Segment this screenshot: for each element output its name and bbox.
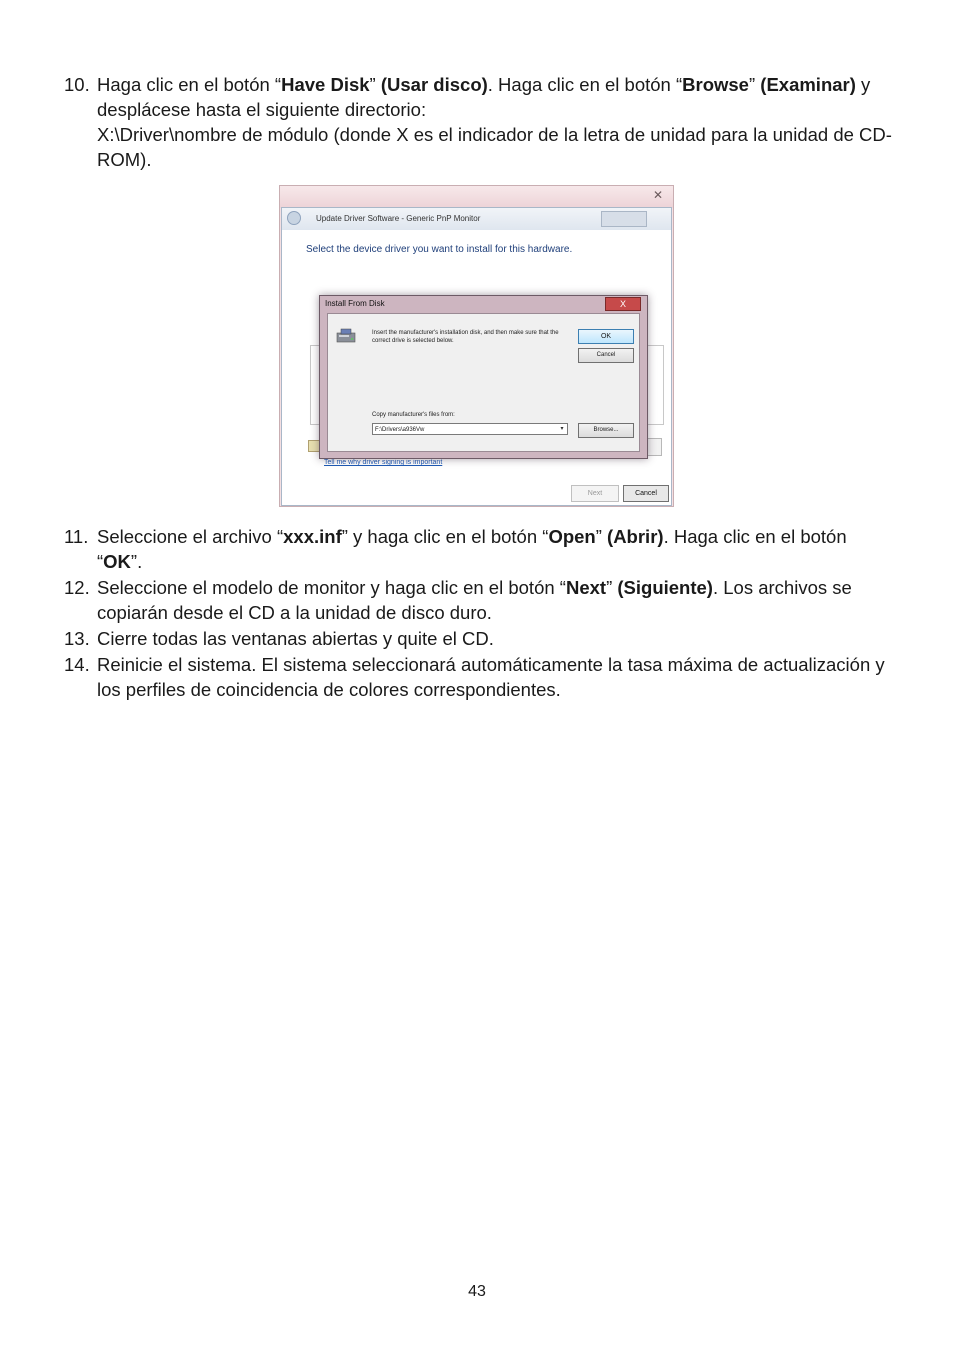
browse-button: Browse... [578, 423, 634, 438]
next-button: Next [571, 485, 619, 502]
step-12 [64, 575, 894, 625]
disk-drive-icon [336, 328, 356, 344]
ok-button: OK [578, 329, 634, 344]
bold-term: (Abrir) [607, 526, 664, 547]
text-segment: ”. [130, 551, 143, 572]
dialog-close-button: X [605, 297, 641, 311]
bold-term: Next [565, 577, 607, 598]
step-number: 13. [64, 628, 90, 649]
step-text [97, 626, 894, 651]
page-number: 43 [468, 1283, 486, 1300]
text-segment: y desplácese hasta el siguiente directorio: [97, 74, 871, 120]
driver-signing-link: Tell me why driver signing is important [324, 459, 443, 466]
wizard-titlebar [282, 208, 671, 230]
wizard-close-button [601, 211, 647, 227]
path-combobox [372, 423, 568, 435]
background-window-strip [280, 186, 673, 208]
wizard-title: Update Driver Software - Generic PnP Monitor [316, 214, 481, 223]
dialog-body [327, 313, 640, 452]
bold-term: xxx.inf [283, 526, 342, 547]
step-number: 12. [64, 577, 90, 598]
step-text [97, 524, 894, 574]
step-number: 10. [64, 74, 90, 95]
close-icon: ✕ [652, 188, 663, 202]
text-segment: . Los archivos se copiarán desde el CD a la unidad de disco duro. [97, 577, 852, 623]
wizard-prompt: Select the device driver you want to install for this hardware. [306, 244, 573, 255]
text-segment: Haga clic en el botón “ [97, 74, 282, 95]
bold-term: (Siguiente) [617, 577, 713, 598]
text-segment: Seleccione el archivo “ [97, 526, 284, 547]
step-14 [64, 652, 894, 702]
dialog-title: Install From Disk [325, 299, 385, 308]
dialog-message: Insert the manufacturer's installation disk, and then make sure that the correct drive is selected below. [372, 330, 559, 344]
path-value: F:\Drivers\a936Vw [375, 427, 425, 433]
step-13 [64, 626, 894, 651]
step-11 [64, 524, 894, 574]
text-segment: . Haga clic en el botón “ [97, 526, 847, 572]
wizard-cancel-button: Cancel [623, 485, 669, 502]
step-number: 11. [64, 526, 89, 547]
update-driver-wizard [281, 207, 672, 506]
install-from-disk-dialog [319, 295, 648, 459]
step-text [97, 652, 894, 702]
driver-install-screenshot [279, 185, 674, 507]
text-segment: ” [595, 526, 608, 547]
bold-term: (Usar disco) [380, 74, 488, 95]
text-segment: Reinicie el sistema. El sistema seleccionará automáticamente la tasa máxima de actualización y los perfiles de coincidencia de colores correspondientes. [97, 654, 885, 700]
step-number: 14. [64, 654, 90, 675]
bold-term: OK [103, 551, 131, 572]
text-segment: . Haga clic en el botón “ [487, 74, 683, 95]
text-segment: X:\Driver\nombre de módulo (donde X es el indicador de la letra de unidad para la unidad de CD-ROM). [97, 124, 892, 170]
text-segment: Cierre todas las ventanas abiertas y quite el CD. [97, 628, 494, 649]
bold-term: Browse [682, 74, 749, 95]
step-text [97, 72, 894, 172]
chevron-down-icon: ▾ [560, 426, 564, 432]
text-segment: ” [369, 74, 381, 95]
bold-term: Open [548, 526, 596, 547]
text-segment: Seleccione el modelo de monitor y haga clic en el botón “ [97, 577, 566, 598]
bold-term: (Examinar) [760, 74, 856, 95]
bold-term: Have Disk [281, 74, 370, 95]
text-segment: ” y haga clic en el botón “ [341, 526, 549, 547]
text-segment: ” [606, 577, 618, 598]
back-arrow-icon [287, 211, 301, 225]
copy-from-label: Copy manufacturer's files from: [372, 412, 455, 418]
step-text [97, 575, 894, 625]
dialog-cancel-button: Cancel [578, 348, 634, 363]
text-segment: ” [748, 74, 761, 95]
step-10 [64, 72, 894, 172]
